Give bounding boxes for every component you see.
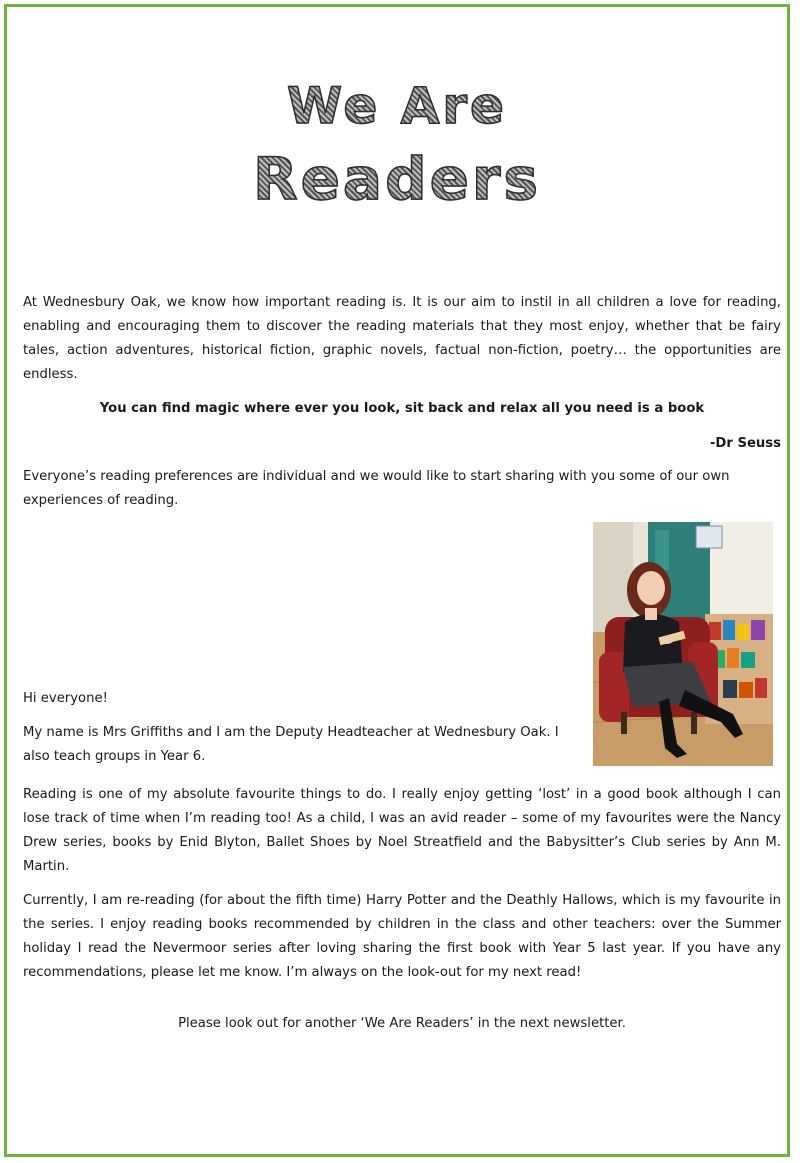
title-line-1: We Are	[287, 77, 507, 135]
intro-paragraph: At Wednesbury Oak, we know how important reading is. It is our aim to instil in all children a love for reading, enabling and encouraging them to discover the reading materials that they most enjoy, whether that be fairy tales, action adventures, historical fiction, graphic novels, factual non-fiction, poetry… the opportunities are endless.	[23, 295, 781, 382]
greeting: Hi everyone!	[23, 691, 108, 706]
introduction-paragraph: My name is Mrs Griffiths and I am the Deputy Headteacher at Wednesbury Oak. I also teach groups in Year 6.	[23, 725, 559, 764]
favourites-paragraph: Reading is one of my absolute favourite things to do. I really enjoy getting ‘lost’ in a good book although I can lose track of time when I’m reading too! As a child, I was an avid reader – some of my favourites were the Nancy Drew series, books by Enid Blyton, Ballet Shoes by Noel Streatfield and the Babysitter’s Club series by Ann M. Martin.	[23, 787, 781, 874]
quote: You can find magic where ever you look, sit back and relax all you need is a book	[99, 401, 705, 416]
title-line-2: Readers	[252, 145, 542, 213]
current-reading-paragraph: Currently, I am re-reading (for about the fifth time) Harry Potter and the Deathly Hallows, which is my favourite in the series. I enjoy reading books recommended by children in the class and other teachers: over the Summer holiday I read the Nevermoor series after loving sharing the first book with Year 5 last year. If you have any recommendations, please let me know. I’m always on the look-out for my next read!	[23, 893, 781, 980]
teacher-photo	[593, 522, 773, 766]
quote-author: -Dr Seuss	[709, 436, 781, 451]
preferences-paragraph: Everyone’s reading preferences are individual and we would like to start sharing with you some of our own experiences of reading.	[23, 469, 730, 508]
closing-line: Please look out for another ‘We Are Readers’ in the next newsletter.	[178, 1016, 626, 1031]
newsletter-page	[4, 4, 790, 1157]
